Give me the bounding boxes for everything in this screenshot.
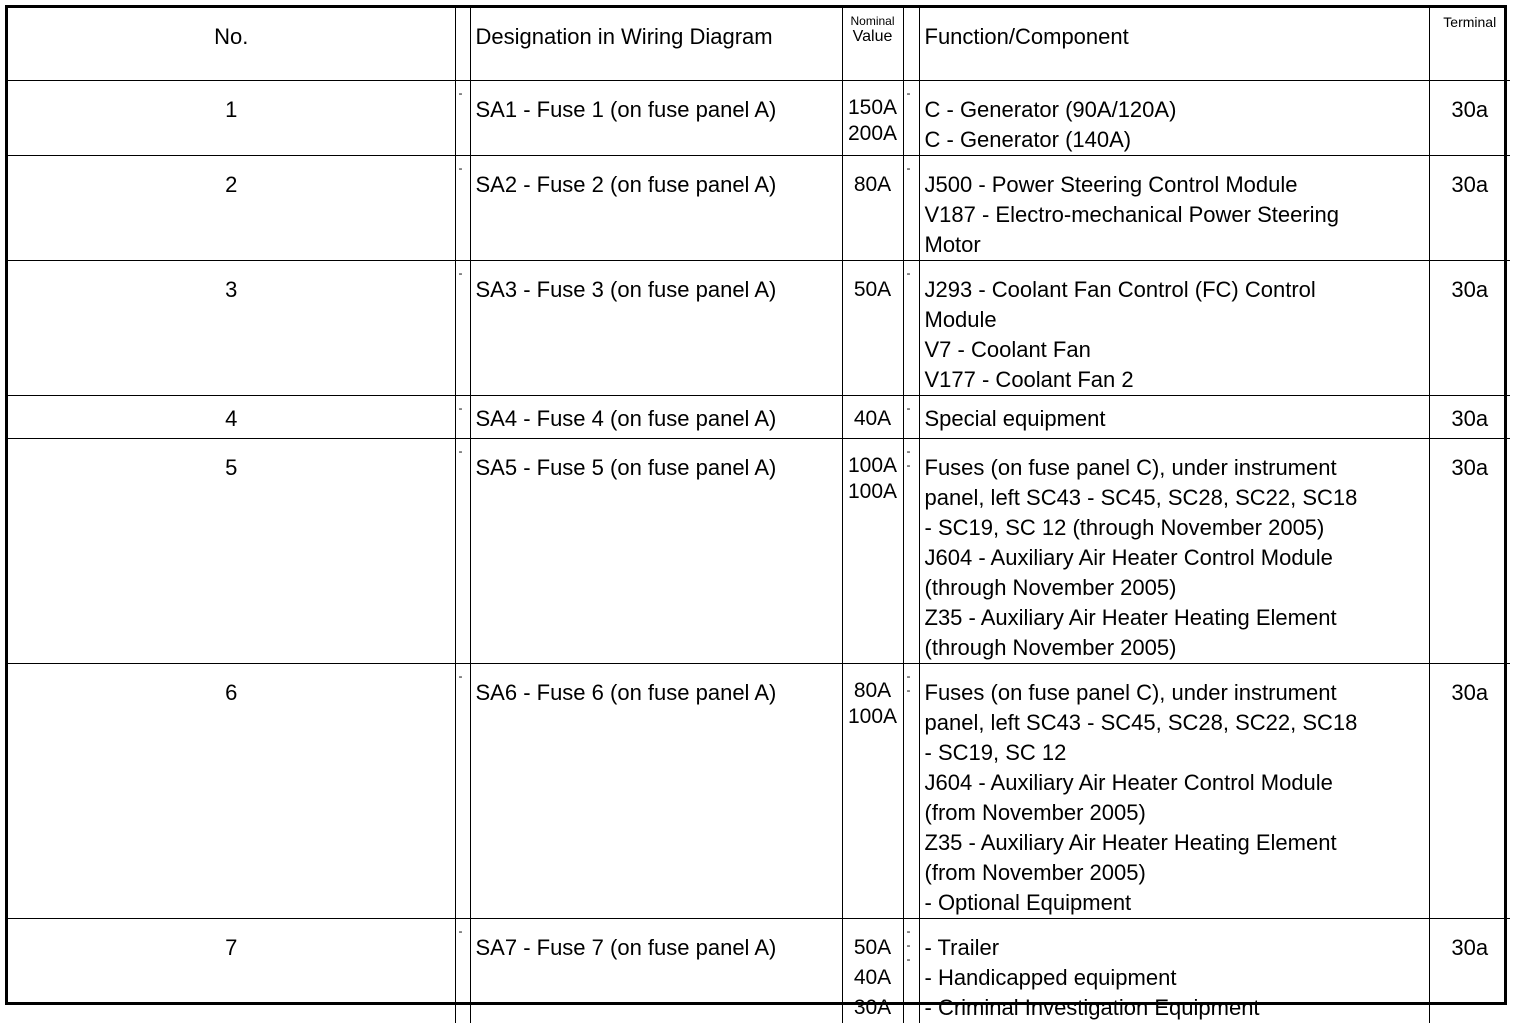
header-no: No. — [8, 8, 455, 80]
function-line: Z35 - Auxiliary Air Heater Heating Element — [924, 604, 1337, 630]
nominal-value: 200A — [847, 121, 898, 145]
row-nominal — [842, 260, 903, 395]
nominal-value: 40A — [853, 965, 892, 989]
function-line: panel, left SC43 - SC45, SC28, SC22, SC18 — [924, 484, 1358, 510]
row-marker: - — [458, 400, 463, 415]
function-line: (through November 2005) — [924, 634, 1177, 660]
row-no: 7 — [8, 918, 455, 1023]
function-line: V7 - Coolant Fan — [924, 336, 1091, 362]
function-line: C - Generator (140A) — [924, 126, 1132, 152]
row-marker-cell — [903, 80, 919, 155]
row-marker: - — [458, 160, 463, 175]
row-marker: - — [458, 265, 463, 280]
row-marker: - — [906, 160, 911, 175]
row-no: 4 — [8, 395, 455, 438]
nominal-value: 50A — [853, 935, 892, 959]
row-marker: - — [906, 400, 911, 415]
function-line: - Optional Equipment — [924, 889, 1132, 915]
function-line: Fuses (on fuse panel C), under instrument — [924, 454, 1337, 480]
row-nominal — [842, 918, 903, 1023]
header-spacer — [455, 8, 470, 80]
table-row — [8, 438, 1510, 663]
row-marker: - — [458, 923, 463, 938]
fuse-table — [8, 8, 1510, 1023]
row-designation: SA1 - Fuse 1 (on fuse panel A) — [470, 80, 842, 155]
nominal-value: 40A — [853, 406, 892, 430]
function-line: Special equipment — [924, 405, 1106, 431]
function-line: V177 - Coolant Fan 2 — [924, 366, 1134, 392]
table-row — [8, 155, 1510, 260]
function-line: J604 - Auxiliary Air Heater Control Module — [924, 769, 1333, 795]
function-line: J500 - Power Steering Control Module — [924, 171, 1298, 197]
row-no: 1 — [8, 80, 455, 155]
function-line: C - Generator (90A/120A) — [924, 96, 1177, 122]
row-function — [919, 155, 1429, 260]
header-nominal-bottom: Value — [852, 28, 893, 45]
header-terminal — [1429, 8, 1510, 80]
row-function — [919, 260, 1429, 395]
row-no: 3 — [8, 260, 455, 395]
function-line: - SC19, SC 12 — [924, 739, 1067, 765]
table-row — [8, 260, 1510, 395]
row-function — [919, 80, 1429, 155]
row-marker-cell — [455, 395, 470, 438]
row-marker-cell — [903, 395, 919, 438]
row-terminal: 30a — [1429, 438, 1510, 663]
row-function — [919, 395, 1429, 438]
row-marker-cell — [903, 155, 919, 260]
row-marker: - — [906, 443, 911, 458]
row-terminal: 30a — [1429, 260, 1510, 395]
row-marker: - — [906, 682, 911, 697]
function-line: Z35 - Auxiliary Air Heater Heating Element — [924, 829, 1337, 855]
row-terminal: 30a — [1429, 918, 1510, 1023]
row-terminal: 30a — [1429, 663, 1510, 918]
row-designation: SA4 - Fuse 4 (on fuse panel A) — [470, 395, 842, 438]
row-designation: SA2 - Fuse 2 (on fuse panel A) — [470, 155, 842, 260]
function-line: - Trailer — [924, 934, 1000, 960]
nominal-value: 100A — [847, 479, 898, 503]
header-terminal-label: Terminal — [1443, 14, 1497, 30]
row-marker-cell — [455, 918, 470, 1023]
row-marker: - — [458, 668, 463, 683]
function-line: - Handicapped equipment — [924, 964, 1177, 990]
header-spacer-2 — [903, 8, 919, 80]
row-nominal — [842, 438, 903, 663]
function-line: V187 - Electro-mechanical Power Steering — [924, 201, 1340, 227]
row-terminal: 30a — [1429, 155, 1510, 260]
row-marker: - — [458, 85, 463, 100]
row-function — [919, 663, 1429, 918]
table-row — [8, 663, 1510, 918]
header-nominal-top: Nominal — [850, 14, 895, 28]
row-designation: SA6 - Fuse 6 (on fuse panel A) — [470, 663, 842, 918]
nominal-value: 150A — [847, 95, 898, 119]
row-marker-cell — [455, 663, 470, 918]
row-nominal — [842, 395, 903, 438]
function-line: - SC19, SC 12 (through November 2005) — [924, 514, 1325, 540]
row-marker: - — [906, 951, 911, 966]
row-nominal — [842, 663, 903, 918]
function-line: (from November 2005) — [924, 859, 1146, 885]
row-marker: - — [906, 668, 911, 683]
function-line: J293 - Coolant Fan Control (FC) Control — [924, 276, 1316, 302]
function-line: Module — [924, 306, 997, 332]
function-line: (from November 2005) — [924, 799, 1146, 825]
nominal-value: 100A — [847, 704, 898, 728]
row-marker-cell — [455, 438, 470, 663]
fuse-table-sheet — [5, 5, 1507, 1020]
function-line: Motor — [924, 231, 981, 257]
row-no: 5 — [8, 438, 455, 663]
row-marker-cell — [903, 663, 919, 918]
row-designation: SA5 - Fuse 5 (on fuse panel A) — [470, 438, 842, 663]
row-marker: - — [906, 937, 911, 952]
row-nominal — [842, 80, 903, 155]
function-line: (through November 2005) — [924, 574, 1177, 600]
row-marker: - — [906, 923, 911, 938]
row-nominal — [842, 155, 903, 260]
row-function — [919, 438, 1429, 663]
nominal-value: 50A — [853, 277, 892, 301]
nominal-value: 80A — [853, 678, 892, 702]
table-row — [8, 395, 1510, 438]
nominal-value: 30A — [853, 995, 892, 1019]
row-marker-cell — [455, 260, 470, 395]
row-marker-cell — [903, 260, 919, 395]
row-designation: SA7 - Fuse 7 (on fuse panel A) — [470, 918, 842, 1023]
row-terminal: 30a — [1429, 395, 1510, 438]
function-line: panel, left SC43 - SC45, SC28, SC22, SC18 — [924, 709, 1358, 735]
header-row — [8, 8, 1510, 80]
nominal-value: 80A — [853, 172, 892, 196]
table-row — [8, 80, 1510, 155]
row-marker: - — [906, 457, 911, 472]
function-line: Fuses (on fuse panel C), under instrument — [924, 679, 1337, 705]
row-no: 6 — [8, 663, 455, 918]
row-terminal: 30a — [1429, 80, 1510, 155]
row-marker-cell — [455, 155, 470, 260]
function-line: J604 - Auxiliary Air Heater Control Module — [924, 544, 1333, 570]
nominal-value: 100A — [847, 453, 898, 477]
row-marker: - — [458, 443, 463, 458]
row-marker: - — [906, 265, 911, 280]
row-marker-cell — [903, 438, 919, 663]
row-marker-cell — [455, 80, 470, 155]
header-nominal-value — [842, 8, 903, 80]
header-designation: Designation in Wiring Diagram — [470, 8, 842, 80]
row-function — [919, 918, 1429, 1023]
table-row — [8, 918, 1510, 1023]
function-line: - Criminal Investigation Equipment — [924, 994, 1260, 1020]
row-no: 2 — [8, 155, 455, 260]
row-marker: - — [906, 85, 911, 100]
header-function: Function/Component — [919, 8, 1429, 80]
row-marker-cell — [903, 918, 919, 1023]
row-designation: SA3 - Fuse 3 (on fuse panel A) — [470, 260, 842, 395]
